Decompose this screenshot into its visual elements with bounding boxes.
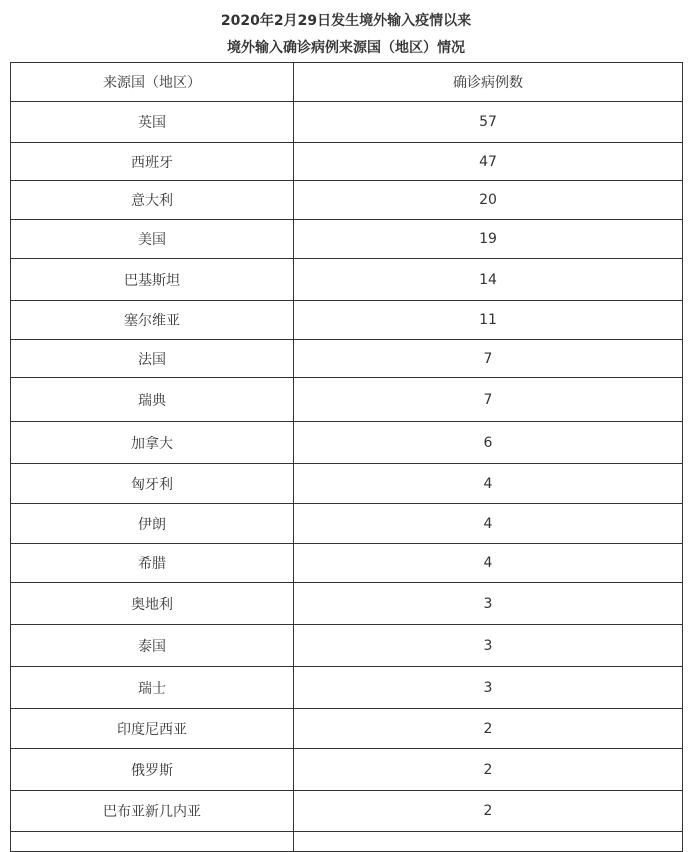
cases-table-wrap — [10, 62, 682, 852]
country-cell: 奥地利 — [11, 583, 294, 625]
count-cell: 2 — [294, 709, 683, 749]
country-cell: 匈牙利 — [11, 464, 294, 504]
table-row — [11, 709, 683, 749]
count-cell: 47 — [294, 143, 683, 181]
header-count: 确诊病例数 — [294, 63, 683, 102]
country-cell: 意大利 — [11, 181, 294, 220]
title-line-2: 境外输入确诊病例来源国（地区）情况 — [227, 40, 465, 56]
table-row — [11, 832, 683, 852]
country-cell: 泰国 — [11, 625, 294, 667]
count-cell: 7 — [294, 340, 683, 378]
count-cell: 3 — [294, 583, 683, 625]
count-cell — [294, 832, 683, 852]
country-cell: 西班牙 — [11, 143, 294, 181]
table-row — [11, 791, 683, 832]
count-cell: 19 — [294, 220, 683, 259]
table-row — [11, 181, 683, 220]
country-cell — [11, 832, 294, 852]
table-row — [11, 220, 683, 259]
table-row — [11, 504, 683, 544]
count-cell: 2 — [294, 791, 683, 832]
table-row — [11, 667, 683, 709]
count-cell: 20 — [294, 181, 683, 220]
count-cell: 3 — [294, 667, 683, 709]
country-cell: 巴布亚新几内亚 — [11, 791, 294, 832]
cases-table — [10, 62, 683, 852]
table-row — [11, 259, 683, 301]
country-cell: 法国 — [11, 340, 294, 378]
country-cell: 英国 — [11, 102, 294, 143]
table-row — [11, 749, 683, 791]
country-cell: 美国 — [11, 220, 294, 259]
count-cell: 4 — [294, 464, 683, 504]
table-row — [11, 544, 683, 583]
table-row — [11, 625, 683, 667]
table-row — [11, 301, 683, 340]
count-cell: 7 — [294, 378, 683, 422]
table-row — [11, 143, 683, 181]
count-cell: 3 — [294, 625, 683, 667]
table-row — [11, 378, 683, 422]
country-cell: 希腊 — [11, 544, 294, 583]
header-country: 来源国（地区） — [11, 63, 294, 102]
table-row — [11, 583, 683, 625]
count-cell: 57 — [294, 102, 683, 143]
count-cell: 2 — [294, 749, 683, 791]
country-cell: 伊朗 — [11, 504, 294, 544]
count-cell: 6 — [294, 422, 683, 464]
table-header-row — [11, 63, 683, 102]
country-cell: 巴基斯坦 — [11, 259, 294, 301]
country-cell: 印度尼西亚 — [11, 709, 294, 749]
count-cell: 4 — [294, 544, 683, 583]
table-row — [11, 102, 683, 143]
count-cell: 11 — [294, 301, 683, 340]
country-cell: 瑞士 — [11, 667, 294, 709]
country-cell: 瑞典 — [11, 378, 294, 422]
table-row — [11, 464, 683, 504]
title-block — [0, 8, 692, 62]
table-row — [11, 422, 683, 464]
table-row — [11, 340, 683, 378]
title-line-1: 2020年2月29日发生境外输入疫情以来 — [220, 13, 472, 29]
count-cell: 4 — [294, 504, 683, 544]
count-cell: 14 — [294, 259, 683, 301]
country-cell: 俄罗斯 — [11, 749, 294, 791]
country-cell: 加拿大 — [11, 422, 294, 464]
country-cell: 塞尔维亚 — [11, 301, 294, 340]
